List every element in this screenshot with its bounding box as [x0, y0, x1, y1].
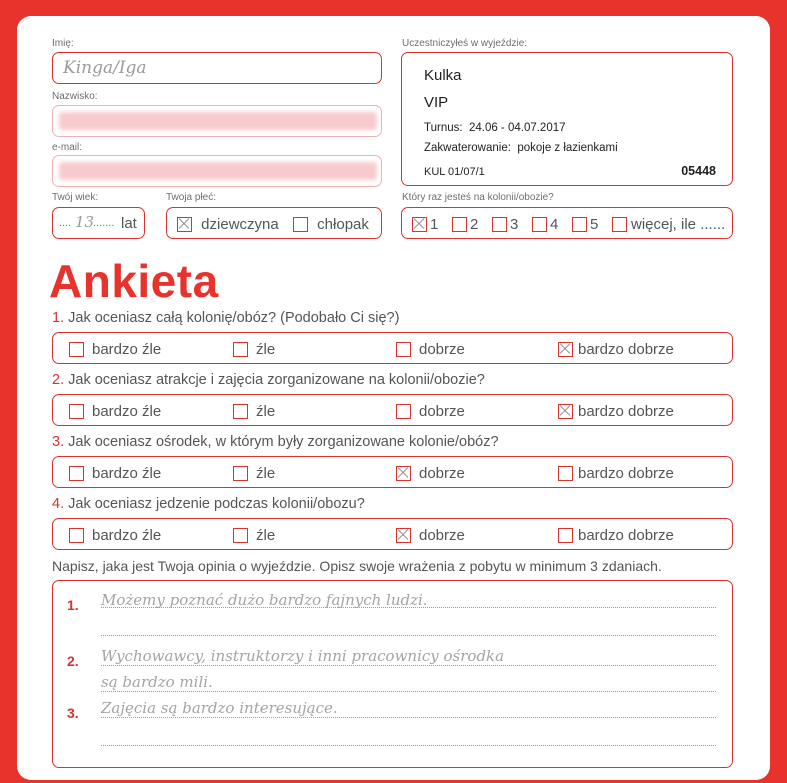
- q4-label-bardzo-zle: bardzo źle: [92, 526, 162, 544]
- trip-accommodation-value: pokoje z łazienkami: [517, 142, 618, 154]
- trip-turnus-value: 24.06 - 04.07.2017: [468, 122, 566, 134]
- q2-label-bardzo-zle: bardzo źle: [92, 402, 162, 420]
- question-4-options: [52, 518, 733, 550]
- opinion-answer-2b: są bardzo mili.: [101, 673, 213, 691]
- q4-checkbox-bardzo-dobrze[interactable]: [558, 528, 573, 543]
- gender-female-option[interactable]: [177, 215, 279, 233]
- opinion-number-3: 3.: [67, 705, 79, 721]
- times-option-4[interactable]: [532, 215, 558, 233]
- trip-accommodation: [424, 142, 618, 154]
- age-unit: lat: [121, 215, 137, 232]
- q2-checkbox-bardzo-dobrze[interactable]: [558, 404, 573, 419]
- q1-label-bardzo-zle: bardzo źle: [92, 340, 162, 358]
- opinion-line-1: [101, 607, 716, 608]
- q4-option-bardzo-zle[interactable]: [69, 526, 161, 544]
- question-2-number: 2.: [52, 372, 65, 388]
- times-checkbox-2[interactable]: [452, 217, 467, 232]
- times-checkbox-3[interactable]: [492, 217, 507, 232]
- q3-option-zle[interactable]: [233, 464, 275, 482]
- q1-option-bardzo-dobrze[interactable]: [558, 340, 674, 358]
- gender-label: Twoja płeć:: [166, 192, 217, 203]
- q2-option-zle[interactable]: [233, 402, 275, 420]
- question-3-text: Jak oceniasz ośrodek, w którym były zorganizowane kolonie/obóz?: [68, 434, 499, 450]
- times-label-3: 3: [510, 215, 519, 233]
- opinion-line-6: [101, 745, 716, 746]
- q3-option-dobrze[interactable]: [396, 464, 465, 482]
- trip-code: KUL 01/07/1: [424, 166, 485, 178]
- trip-name: Kulka: [424, 67, 462, 84]
- trip-accommodation-label: Zakwaterowanie:: [424, 142, 511, 154]
- q2-checkbox-zle[interactable]: [233, 404, 248, 419]
- opinion-answer-1: Możemy poznać dużo bardzo fajnych ludzi.: [101, 591, 428, 609]
- gender-male-option[interactable]: [293, 215, 369, 233]
- q3-checkbox-zle[interactable]: [233, 466, 248, 481]
- survey-title: Ankieta: [49, 255, 219, 307]
- q1-label-zle: źle: [256, 340, 276, 358]
- q3-checkbox-dobrze[interactable]: [396, 466, 411, 481]
- q1-checkbox-bardzo-dobrze[interactable]: [558, 342, 573, 357]
- q4-label-bardzo-dobrze: bardzo dobrze: [578, 526, 674, 544]
- q3-label-bardzo-zle: bardzo źle: [92, 464, 162, 482]
- q2-label-zle: źle: [256, 402, 276, 420]
- question-1-options: [52, 332, 733, 364]
- surname-label: Nazwisko:: [52, 91, 98, 102]
- q1-label-bardzo-dobrze: bardzo dobrze: [578, 340, 674, 358]
- q2-checkbox-dobrze[interactable]: [396, 404, 411, 419]
- email-label: e-mail:: [52, 142, 83, 153]
- question-1-number: 1.: [52, 310, 65, 326]
- gender-male-label: chłopak: [317, 215, 369, 233]
- question-4-text: Jak oceniasz jedzenie podczas kolonii/obozu?: [68, 496, 365, 512]
- age-dots-left: ....: [59, 217, 72, 229]
- q4-checkbox-bardzo-zle[interactable]: [69, 528, 84, 543]
- question-4: [52, 496, 365, 512]
- question-1: [52, 310, 399, 326]
- q3-label-bardzo-dobrze: bardzo dobrze: [578, 464, 674, 482]
- q1-checkbox-bardzo-zle[interactable]: [69, 342, 84, 357]
- trip-info-box: [401, 52, 733, 186]
- q3-option-bardzo-zle[interactable]: [69, 464, 161, 482]
- q2-checkbox-bardzo-zle[interactable]: [69, 404, 84, 419]
- question-2-text: Jak oceniasz atrakcje i zajęcia zorganizowane na kolonii/obozie?: [68, 372, 485, 388]
- opinion-line-3: [101, 665, 716, 666]
- name-field[interactable]: [52, 52, 382, 84]
- question-3: [52, 434, 499, 450]
- question-4-number: 4.: [52, 496, 65, 512]
- q4-label-dobrze: dobrze: [419, 526, 465, 544]
- trip-turnus-label: Turnus:: [424, 122, 463, 134]
- times-checkbox-4[interactable]: [532, 217, 547, 232]
- question-2: [52, 372, 485, 388]
- q2-option-bardzo-zle[interactable]: [69, 402, 161, 420]
- q3-option-bardzo-dobrze[interactable]: [558, 464, 674, 482]
- q3-checkbox-bardzo-zle[interactable]: [69, 466, 84, 481]
- trip-number: 05448: [681, 164, 716, 178]
- question-3-number: 3.: [52, 434, 65, 450]
- surname-redaction: [59, 112, 377, 130]
- q1-label-dobrze: dobrze: [419, 340, 465, 358]
- times-option-1[interactable]: [412, 215, 438, 233]
- q2-label-bardzo-dobrze: bardzo dobrze: [578, 402, 674, 420]
- q4-option-dobrze[interactable]: [396, 526, 465, 544]
- q1-option-zle[interactable]: [233, 340, 275, 358]
- trip-turnus: [424, 122, 566, 134]
- q4-checkbox-dobrze[interactable]: [396, 528, 411, 543]
- age-value: 13: [75, 213, 95, 231]
- times-option-2[interactable]: [452, 215, 478, 233]
- times-option-5[interactable]: [572, 215, 598, 233]
- q1-option-dobrze[interactable]: [396, 340, 465, 358]
- q3-label-zle: źle: [256, 464, 276, 482]
- times-checkbox-1[interactable]: [412, 217, 427, 232]
- opinion-box[interactable]: [52, 580, 733, 768]
- q3-label-dobrze: dobrze: [419, 464, 465, 482]
- opinion-number-2: 2.: [67, 653, 79, 669]
- opinion-line-4: [101, 691, 716, 692]
- times-checkbox-5[interactable]: [572, 217, 587, 232]
- q4-label-zle: źle: [256, 526, 276, 544]
- email-redaction: [59, 162, 377, 180]
- q4-option-zle[interactable]: [233, 526, 275, 544]
- surname-field[interactable]: [52, 105, 382, 137]
- gender-field: [166, 207, 382, 239]
- q1-option-bardzo-zle[interactable]: [69, 340, 161, 358]
- age-dots-right: .......: [93, 217, 115, 229]
- times-field: [401, 207, 733, 239]
- q2-option-dobrze[interactable]: [396, 402, 465, 420]
- opinion-answer-2: Wychowawcy, instruktorzy i inni pracownicy ośrodka: [101, 647, 505, 665]
- question-1-text: Jak oceniasz całą kolonię/obóz? (Podobało Ci się?): [68, 310, 400, 326]
- q1-checkbox-zle[interactable]: [233, 342, 248, 357]
- name-label: Imię:: [52, 38, 74, 49]
- opinion-prompt: Napisz, jaka jest Twoja opinia o wyjeździe. Opisz swoje wrażenia z pobytu w minimum 3 zdaniach.: [52, 558, 662, 574]
- question-3-options: [52, 456, 733, 488]
- gender-female-checkbox[interactable]: [177, 217, 192, 232]
- q3-checkbox-bardzo-dobrze[interactable]: [558, 466, 573, 481]
- q4-option-bardzo-dobrze[interactable]: [558, 526, 674, 544]
- times-label: Który raz jesteś na kolonii/obozie?: [402, 192, 554, 203]
- trip-label: Uczestniczyłeś w wyjeździe:: [402, 38, 528, 49]
- survey-card: [17, 16, 770, 780]
- trip-type: VIP: [424, 94, 449, 111]
- q2-option-bardzo-dobrze[interactable]: [558, 402, 674, 420]
- times-label-1: 1: [430, 215, 439, 233]
- opinion-answer-3: Zajęcia są bardzo interesujące.: [101, 699, 338, 717]
- times-option-3[interactable]: [492, 215, 518, 233]
- name-value: Kinga/Iga: [63, 58, 147, 78]
- gender-male-checkbox[interactable]: [293, 217, 308, 232]
- q1-checkbox-dobrze[interactable]: [396, 342, 411, 357]
- opinion-line-5: [101, 717, 716, 718]
- age-field[interactable]: [52, 207, 145, 239]
- times-label-4: 4: [550, 215, 559, 233]
- times-label-5: 5: [590, 215, 599, 233]
- opinion-line-2: [101, 635, 716, 636]
- gender-female-label: dziewczyna: [201, 215, 279, 233]
- question-2-options: [52, 394, 733, 426]
- q2-label-dobrze: dobrze: [419, 402, 465, 420]
- opinion-number-1: 1.: [67, 597, 79, 613]
- times-label-2: 2: [470, 215, 479, 233]
- q4-checkbox-zle[interactable]: [233, 528, 248, 543]
- times-option-more[interactable]: [612, 215, 725, 233]
- age-label: Twój wiek:: [52, 192, 99, 203]
- times-label-more: więcej, ile ......: [631, 215, 726, 233]
- email-field[interactable]: [52, 155, 382, 187]
- times-checkbox-more[interactable]: [612, 217, 627, 232]
